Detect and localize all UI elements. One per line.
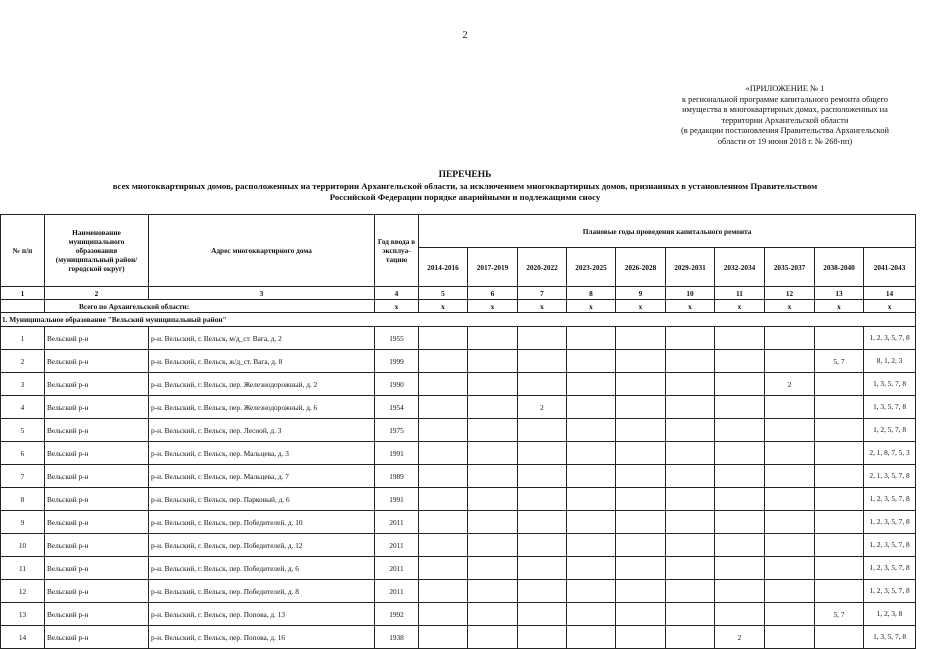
row-period-value <box>567 419 616 442</box>
title-line: всех многоквартирных домов, расположенных на территории Архангельской области, за исключением многоквартирных домов, признанных в установленном Правительством <box>112 181 818 191</box>
row-period-value <box>616 626 666 649</box>
table-row <box>1 350 916 373</box>
header-period: 2038-2040 <box>815 248 864 287</box>
row-year: 1989 <box>375 465 419 488</box>
appendix-line: области от 19 июня 2018 г. № 268-пп) <box>717 136 853 146</box>
total-value: x <box>567 300 616 313</box>
row-municipality: Вельский р-н <box>45 488 149 511</box>
row-period-value: 1, 2, 3, 5, 7, 8 <box>864 327 916 350</box>
row-municipality: Вельский р-н <box>45 442 149 465</box>
row-period-value <box>419 442 468 465</box>
row-period-value <box>815 557 864 580</box>
row-period-value <box>715 488 765 511</box>
row-address: р-н. Вельский, г. Вельск, пер. Победителей, д. 8 <box>149 580 375 603</box>
total-value: x <box>468 300 518 313</box>
column-number: 7 <box>518 287 567 300</box>
column-number: 13 <box>815 287 864 300</box>
header-period: 2026-2028 <box>616 248 666 287</box>
total-value: x <box>765 300 815 313</box>
row-address: р-н. Вельский, г. Вельск, пер. Победителей, д. 10 <box>149 511 375 534</box>
section-row <box>1 313 916 327</box>
row-period-value <box>567 511 616 534</box>
column-number: 10 <box>666 287 715 300</box>
row-period-value <box>765 626 815 649</box>
row-period-value <box>765 488 815 511</box>
row-period-value <box>616 327 666 350</box>
row-period-value <box>666 626 715 649</box>
column-number: 4 <box>375 287 419 300</box>
row-municipality: Вельский р-н <box>45 580 149 603</box>
row-municipality: Вельский р-н <box>45 603 149 626</box>
row-period-value <box>518 327 567 350</box>
table-row <box>1 373 916 396</box>
row-address: р-н. Вельский, г. Вельск, пер. Мальцева, д. 7 <box>149 465 375 488</box>
row-period-value <box>518 603 567 626</box>
header-period: 2014-2016 <box>419 248 468 287</box>
row-period-value <box>616 534 666 557</box>
row-address: р-н. Вельский, г. Вельск, пер. Мальцева, д. 3 <box>149 442 375 465</box>
header-period: 2017-2019 <box>468 248 518 287</box>
row-period-value <box>419 465 468 488</box>
row-period-value <box>715 511 765 534</box>
row-period-value <box>616 511 666 534</box>
row-period-value: 2 <box>518 396 567 419</box>
row-period-value <box>715 465 765 488</box>
row-period-value <box>715 534 765 557</box>
column-numbers-row <box>1 287 916 300</box>
total-num-cell <box>1 300 45 313</box>
table-row <box>1 327 916 350</box>
table-row <box>1 488 916 511</box>
row-year: 1991 <box>375 488 419 511</box>
row-period-value <box>666 396 715 419</box>
row-period-value <box>567 327 616 350</box>
row-number: 13 <box>1 603 45 626</box>
row-address: р-н. Вельский, г. Вельск, пер. Попова, д. 13 <box>149 603 375 626</box>
row-period-value <box>468 465 518 488</box>
row-period-value <box>715 557 765 580</box>
row-period-value <box>518 557 567 580</box>
row-period-value <box>419 626 468 649</box>
row-period-value: 1, 2, 3, 5, 7, 8 <box>864 488 916 511</box>
row-period-value <box>518 580 567 603</box>
appendix-line: «ПРИЛОЖЕНИЕ № 1 <box>745 84 825 93</box>
row-period-value <box>518 465 567 488</box>
row-period-value <box>666 419 715 442</box>
row-period-value <box>815 488 864 511</box>
row-period-value <box>765 557 815 580</box>
houses-table <box>0 214 916 649</box>
column-number: 12 <box>765 287 815 300</box>
row-period-value: 2 <box>715 626 765 649</box>
header-period: 2029-2031 <box>666 248 715 287</box>
row-period-value <box>765 580 815 603</box>
total-value: x <box>815 300 864 313</box>
row-year: 2011 <box>375 534 419 557</box>
row-period-value <box>567 373 616 396</box>
row-number: 11 <box>1 557 45 580</box>
row-address: р-н. Вельский, г. Вельск, м/д_ст. Вага, д. 2 <box>149 327 375 350</box>
row-period-value: 5, 7 <box>815 603 864 626</box>
row-period-value <box>518 511 567 534</box>
table-row <box>1 396 916 419</box>
row-period-value <box>419 373 468 396</box>
row-period-value <box>567 396 616 419</box>
table-row <box>1 511 916 534</box>
row-municipality: Вельский р-н <box>45 557 149 580</box>
row-address: р-н. Вельский, г. Вельск, ж/д_ст. Вага, д. 8 <box>149 350 375 373</box>
row-period-value <box>666 557 715 580</box>
row-period-value <box>815 534 864 557</box>
row-period-value <box>765 603 815 626</box>
row-period-value <box>419 603 468 626</box>
total-value: x <box>864 300 916 313</box>
row-period-value <box>815 442 864 465</box>
row-period-value <box>468 419 518 442</box>
table-row <box>1 557 916 580</box>
row-address: р-н. Вельский, г. Вельск, пер. Лесной, д. 3 <box>149 419 375 442</box>
row-year: 1954 <box>375 396 419 419</box>
row-period-value <box>567 534 616 557</box>
row-period-value <box>666 511 715 534</box>
row-period-value <box>468 511 518 534</box>
appendix-line: к региональной программе капитального ремонта общего <box>681 94 888 104</box>
table-row <box>1 442 916 465</box>
row-period-value <box>419 327 468 350</box>
header-num: № п/п <box>1 215 45 287</box>
row-period-value <box>715 396 765 419</box>
row-municipality: Вельский р-н <box>45 327 149 350</box>
appendix-line: (в редакции постановления Правительства Архангельской <box>681 126 889 136</box>
row-period-value <box>815 580 864 603</box>
row-number: 12 <box>1 580 45 603</box>
row-period-value <box>616 465 666 488</box>
total-label: Всего по Архангельской области: <box>45 300 375 313</box>
row-period-value: 1, 2, 3, 5, 7, 8 <box>864 557 916 580</box>
row-period-value <box>518 350 567 373</box>
row-period-value <box>567 557 616 580</box>
row-period-value: 1, 2, 3, 5, 7, 8 <box>864 580 916 603</box>
row-municipality: Вельский р-н <box>45 511 149 534</box>
column-number: 8 <box>567 287 616 300</box>
row-period-value <box>419 488 468 511</box>
row-period-value <box>468 396 518 419</box>
row-municipality: Вельский р-н <box>45 534 149 557</box>
row-period-value <box>468 534 518 557</box>
title-line: Российской Федерации порядке аварийными и подлежащими сносу <box>329 192 601 202</box>
row-period-value <box>616 442 666 465</box>
row-period-value: 2, 1, 3, 5, 7, 8 <box>864 465 916 488</box>
row-address: р-н. Вельский, г. Вельск, пер. Железнодорожный, д. 2 <box>149 373 375 396</box>
row-period-value <box>666 603 715 626</box>
row-period-value <box>666 350 715 373</box>
document-title <box>0 170 930 203</box>
row-number: 5 <box>1 419 45 442</box>
total-value: x <box>666 300 715 313</box>
row-number: 10 <box>1 534 45 557</box>
row-period-value <box>715 442 765 465</box>
row-period-value <box>518 419 567 442</box>
row-period-value: 1, 3, 5, 7, 8 <box>864 626 916 649</box>
row-period-value <box>468 327 518 350</box>
row-year: 1999 <box>375 350 419 373</box>
row-period-value <box>567 465 616 488</box>
row-period-value <box>567 626 616 649</box>
appendix-line: территории Архангельской области <box>721 115 849 125</box>
total-row <box>1 300 916 313</box>
row-period-value: 1, 3, 5, 7, 8 <box>864 396 916 419</box>
header-period: 2020-2022 <box>518 248 567 287</box>
row-period-value <box>616 488 666 511</box>
row-period-value <box>567 442 616 465</box>
row-municipality: Вельский р-н <box>45 419 149 442</box>
row-period-value: 8, 1, 2, 3 <box>864 350 916 373</box>
row-year: 1990 <box>375 373 419 396</box>
row-period-value <box>468 373 518 396</box>
row-period-value <box>666 534 715 557</box>
row-year: 1955 <box>375 327 419 350</box>
row-municipality: Вельский р-н <box>45 396 149 419</box>
row-period-value <box>666 488 715 511</box>
header-period: 2032-2034 <box>715 248 765 287</box>
row-period-value <box>815 626 864 649</box>
row-period-value <box>715 350 765 373</box>
row-period-value <box>616 396 666 419</box>
header-row <box>1 215 916 248</box>
row-period-value <box>616 373 666 396</box>
row-period-value <box>518 534 567 557</box>
row-period-value: 5, 7 <box>815 350 864 373</box>
column-number: 5 <box>419 287 468 300</box>
row-period-value <box>468 557 518 580</box>
row-period-value <box>815 396 864 419</box>
section-label: 1. Муниципальное образование "Вельский муниципальный район" <box>1 313 916 327</box>
row-number: 7 <box>1 465 45 488</box>
houses-table-container <box>0 214 910 642</box>
header-period: 2041-2043 <box>864 248 916 287</box>
row-period-value <box>419 511 468 534</box>
row-number: 9 <box>1 511 45 534</box>
row-period-value <box>666 327 715 350</box>
header-year: Год ввода в эксплуа-тацию <box>375 215 419 287</box>
row-period-value <box>616 350 666 373</box>
row-number: 3 <box>1 373 45 396</box>
row-address: р-н. Вельский, г. Вельск, пер. Победителей, д. 6 <box>149 557 375 580</box>
row-period-value <box>468 580 518 603</box>
row-period-value <box>518 373 567 396</box>
table-row <box>1 580 916 603</box>
row-period-value <box>765 442 815 465</box>
row-address: р-н. Вельский, г. Вельск, пер. Попова, д. 16 <box>149 626 375 649</box>
row-period-value <box>715 373 765 396</box>
row-period-value: 1, 2, 3, 8 <box>864 603 916 626</box>
row-period-value <box>765 511 815 534</box>
row-year: 1938 <box>375 626 419 649</box>
row-period-value <box>616 557 666 580</box>
row-period-value: 1, 2, 3, 5, 7, 8 <box>864 534 916 557</box>
table-row <box>1 626 916 649</box>
row-year: 1992 <box>375 603 419 626</box>
row-period-value <box>616 603 666 626</box>
row-period-value <box>518 442 567 465</box>
row-number: 6 <box>1 442 45 465</box>
row-municipality: Вельский р-н <box>45 626 149 649</box>
row-period-value <box>815 465 864 488</box>
row-period-value <box>765 465 815 488</box>
total-value: x <box>375 300 419 313</box>
row-period-value <box>419 419 468 442</box>
row-address: р-н. Вельский, г. Вельск, пер. Железнодорожный, д. 6 <box>149 396 375 419</box>
row-period-value <box>765 396 815 419</box>
row-period-value <box>468 603 518 626</box>
row-period-value <box>518 626 567 649</box>
title-heading: ПЕРЕЧЕНЬ <box>438 170 492 180</box>
row-period-value <box>419 396 468 419</box>
header-period: 2035-2037 <box>765 248 815 287</box>
row-municipality: Вельский р-н <box>45 465 149 488</box>
column-number: 9 <box>616 287 666 300</box>
row-period-value <box>715 419 765 442</box>
header-planned-years: Плановые годы проведения капитального ремонта <box>419 215 916 248</box>
row-number: 8 <box>1 488 45 511</box>
row-period-value <box>468 350 518 373</box>
header-address: Адрес многоквартирного дома <box>149 215 375 287</box>
row-period-value <box>765 534 815 557</box>
row-period-value <box>567 350 616 373</box>
appendix-line: имущества в многоквартирных домах, расположенных на <box>682 105 888 115</box>
column-number: 2 <box>45 287 149 300</box>
row-period-value <box>765 350 815 373</box>
row-year: 1975 <box>375 419 419 442</box>
row-period-value <box>468 488 518 511</box>
row-period-value <box>567 580 616 603</box>
column-number: 11 <box>715 287 765 300</box>
row-period-value <box>815 327 864 350</box>
row-period-value <box>815 511 864 534</box>
row-period-value <box>815 373 864 396</box>
column-number: 1 <box>1 287 45 300</box>
row-period-value <box>468 442 518 465</box>
row-period-value <box>765 327 815 350</box>
table-row <box>1 419 916 442</box>
page-number: 2 <box>462 30 468 41</box>
row-period-value <box>666 580 715 603</box>
row-year: 2011 <box>375 511 419 534</box>
row-period-value: 1, 3, 5, 7, 8 <box>864 373 916 396</box>
row-year: 2011 <box>375 580 419 603</box>
row-period-value <box>567 488 616 511</box>
header-municipality: Наименование муниципального образования (муниципальный район/городской округ) <box>45 215 149 287</box>
row-period-value <box>715 327 765 350</box>
row-period-value <box>468 626 518 649</box>
row-period-value <box>616 419 666 442</box>
total-value: x <box>715 300 765 313</box>
table-row <box>1 465 916 488</box>
row-address: р-н. Вельский, г. Вельск, пер. Победителей, д. 12 <box>149 534 375 557</box>
row-period-value <box>815 419 864 442</box>
row-period-value <box>715 580 765 603</box>
total-value: x <box>419 300 468 313</box>
row-municipality: Вельский р-н <box>45 350 149 373</box>
row-period-value <box>666 442 715 465</box>
row-period-value <box>765 419 815 442</box>
row-period-value: 1, 2, 3, 5, 7, 8 <box>864 511 916 534</box>
column-number: 3 <box>149 287 375 300</box>
row-year: 1991 <box>375 442 419 465</box>
row-municipality: Вельский р-н <box>45 373 149 396</box>
row-address: р-н. Вельский, г. Вельск, пер. Парковый, д. 6 <box>149 488 375 511</box>
row-period-value: 2, 1, 8, 7, 5, 3 <box>864 442 916 465</box>
row-period-value <box>518 488 567 511</box>
row-period-value <box>567 603 616 626</box>
column-number: 14 <box>864 287 916 300</box>
row-period-value <box>419 534 468 557</box>
appendix-note <box>640 84 930 148</box>
row-period-value <box>419 580 468 603</box>
row-period-value <box>666 465 715 488</box>
total-value: x <box>616 300 666 313</box>
row-number: 14 <box>1 626 45 649</box>
row-period-value <box>616 580 666 603</box>
row-number: 1 <box>1 327 45 350</box>
row-period-value <box>666 373 715 396</box>
row-period-value: 2 <box>765 373 815 396</box>
row-period-value <box>715 603 765 626</box>
column-number: 6 <box>468 287 518 300</box>
row-period-value <box>419 350 468 373</box>
total-value: x <box>518 300 567 313</box>
row-period-value: 1, 2, 5, 7, 8 <box>864 419 916 442</box>
table-row <box>1 534 916 557</box>
row-year: 2011 <box>375 557 419 580</box>
table-row <box>1 603 916 626</box>
row-number: 2 <box>1 350 45 373</box>
row-period-value <box>419 557 468 580</box>
row-number: 4 <box>1 396 45 419</box>
header-period: 2023-2025 <box>567 248 616 287</box>
